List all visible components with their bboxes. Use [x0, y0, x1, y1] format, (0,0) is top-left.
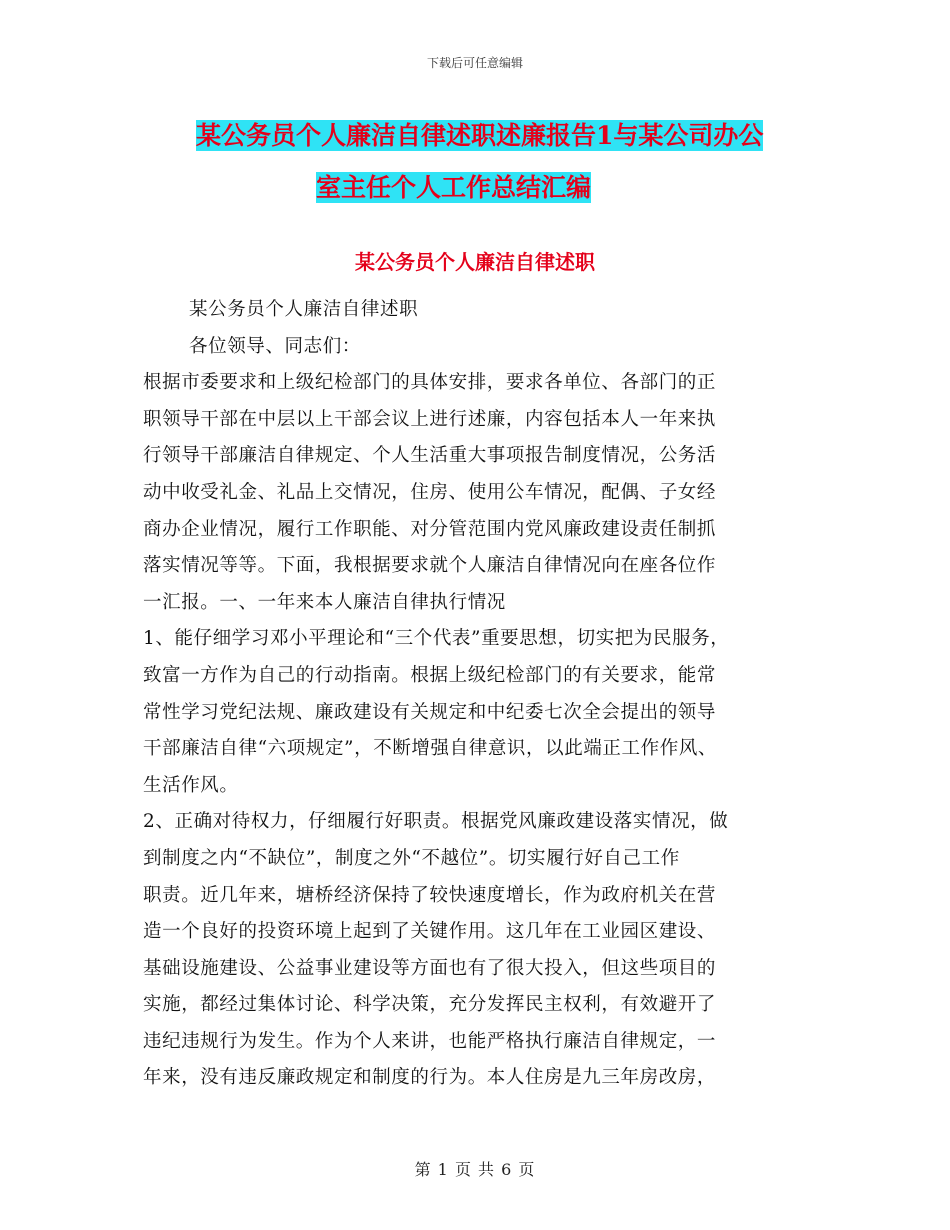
document-title-line-1: 某公务员个人廉洁自律述职述廉报告1与某公司办公 — [196, 121, 764, 150]
body-line: 落实情况等等。下面，我根据要求就个人廉洁自律情况向在座各位作 — [143, 555, 717, 577]
body-line: 职领导干部在中层以上干部会议上进行述廉，内容包括本人一年来执 — [143, 408, 717, 430]
body-line: 造一个良好的投资环境上起到了关键作用。这几年在工业园区建设、 — [143, 921, 717, 943]
body-line: 行领导干部廉洁自律规定、个人生活重大事项报告制度情况，公务活 — [143, 445, 717, 467]
body-line: 各位领导、同志们： — [189, 335, 361, 357]
body-line: 某公务员个人廉洁自律述职 — [189, 299, 419, 320]
body-line: 致富一方作为自己的行动指南。根据上级纪检部门的有关要求，能常 — [143, 664, 717, 686]
body-line: 职责。近几年来，塘桥经济保持了较快速度增长，作为政府机关在营 — [143, 884, 717, 906]
body-line: 基础设施建设、公益事业建设等方面也有了很大投入，但这些项目的 — [143, 957, 717, 979]
page-footer: 第 1 页 共 6 页 — [414, 1160, 536, 1179]
body-text — [143, 292, 823, 1097]
body-line: 一汇报。一、一年来本人廉洁自律执行情况 — [143, 591, 506, 613]
body-line: 到制度之内“不缺位”，制度之外“不越位”。切实履行好自己工作 — [143, 847, 680, 869]
body-line: 商办企业情况，履行工作职能、对分管范围内党风廉政建设责任制抓 — [143, 518, 717, 540]
body-line: 干部廉洁自律“六项规定”，不断增强自律意识，以此端正工作作风、 — [143, 738, 718, 760]
document-title-line-2: 室主任个人工作总结汇编 — [316, 173, 592, 202]
body-line: 1、能仔细学习邓小平理论和“三个代表”重要思想，切实把为民服务， — [143, 628, 730, 650]
body-line: 根据市委要求和上级纪检部门的具体安排，要求各单位、各部门的正 — [143, 372, 717, 394]
document-title — [140, 110, 840, 214]
body-line: 动中收受礼金、礼品上交情况，住房、使用公车情况，配偶、子女经 — [143, 481, 717, 503]
body-line: 常性学习党纪法规、廉政建设有关规定和中纪委七次全会提出的领导 — [143, 701, 717, 723]
header-note: 下载后可任意编辑 — [426, 56, 523, 70]
body-line: 违纪违规行为发生。作为个人来讲，也能严格执行廉洁自律规定，一 — [143, 1030, 717, 1052]
body-line: 实施，都经过集体讨论、科学决策，充分发挥民主权利，有效避开了 — [143, 994, 717, 1016]
body-line: 2、正确对待权力，仔细履行好职责。根据党风廉政建设落实情况，做 — [143, 811, 729, 833]
section-title: 某公务员个人廉洁自律述职 — [355, 250, 595, 274]
body-line: 年来，没有违反廉政规定和制度的行为。本人住房是九三年房改房， — [143, 1067, 717, 1089]
body-line: 生活作风。 — [143, 774, 239, 796]
